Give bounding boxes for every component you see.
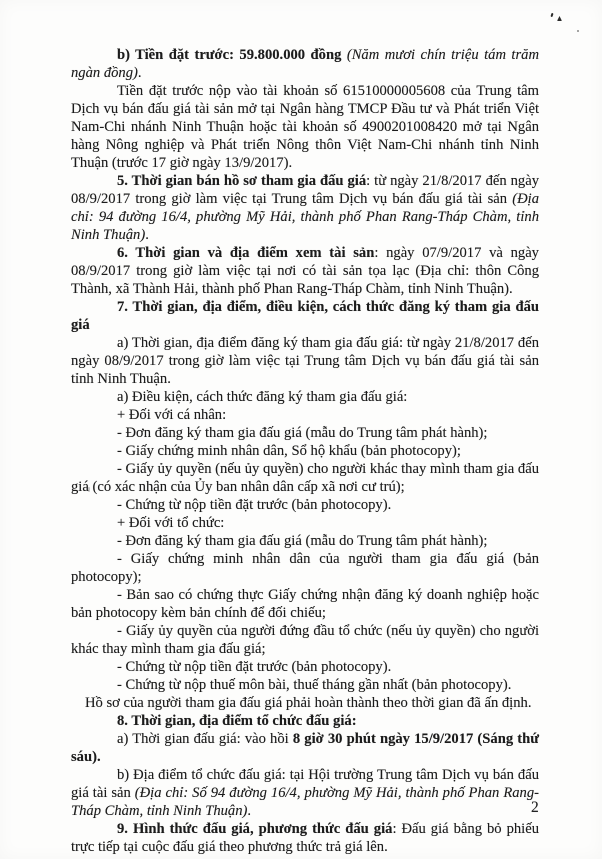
- list-item-org-5: [71, 658, 539, 676]
- text-run: - Giấy ủy quyền (nếu ủy quyền) cho người khác thay mình tham gia đấu giá (có xác nhận của Ủy ban nhân dân cấp xã nơi cư trú);: [71, 461, 539, 495]
- text-run: - Giấy chứng minh nhân dân, Sổ hộ khẩu (bản photocopy);: [117, 443, 461, 459]
- para-dossier-deadline: [71, 694, 539, 712]
- text-run: - Chứng từ nộp tiền đặt trước (bản photocopy).: [117, 497, 392, 513]
- list-item-individual-3: [71, 460, 539, 496]
- para-deposit-account: [71, 82, 539, 172]
- list-item-org-4: [71, 622, 539, 658]
- text-run: : từ ngày 21/8/2017 đến ngày 08/9/2017 trong giờ làm việc tại Trung tâm Dịch vụ bán đấu giá tài sản: [71, 173, 539, 207]
- text-run: a) Điều kiện, cách thức đăng ký tham gia đấu giá:: [117, 389, 408, 405]
- para-7a-registration-time: [71, 334, 539, 388]
- text-run: - Giấy chứng minh nhân dân của người tham gia đấu giá (bản photocopy);: [71, 551, 539, 585]
- para-8b-auction-place: [71, 766, 539, 820]
- text-run: .: [137, 65, 142, 81]
- page-number: 2: [531, 799, 539, 816]
- list-item-org-3: [71, 586, 539, 622]
- text-run: - Đơn đăng ký tham gia đấu giá (mẫu do Trung tâm phát hành);: [117, 533, 488, 549]
- para-individuals-heading: [71, 406, 539, 424]
- text-run: 8. Thời gian, địa điểm tổ chức đấu giá:: [117, 713, 357, 729]
- list-item-org-6: [71, 676, 539, 694]
- section-7-heading: [71, 298, 539, 334]
- text-run: - Bản sao có chứng thực Giấy chứng nhận đăng ký doanh nghiệp hoặc bản photocopy kèm bản chính để đối chiếu;: [71, 587, 539, 621]
- section-5-dossier-sale: [71, 172, 539, 244]
- text-run: a) Thời gian, địa điểm đăng ký tham gia đấu giá: từ ngày 21/8/2017 đến ngày 08/9/2017 trong giờ làm việc tại Trung tâm Dịch vụ bán đấu giá tài sản tỉnh Ninh Thuận.: [71, 335, 539, 387]
- para-7b-conditions: [71, 388, 539, 406]
- section-6-asset-viewing: [71, 244, 539, 298]
- list-item-org-1: [71, 532, 539, 550]
- text-run: .: [145, 227, 149, 243]
- text-run: - Giấy ủy quyền của người đứng đầu tổ chức (nếu ủy quyền) cho người khác thay mình tham gia đấu giá;: [71, 623, 539, 657]
- section-8-heading: [71, 712, 539, 730]
- list-item-org-2: [71, 550, 539, 586]
- para-deposit-amount: [71, 46, 539, 82]
- text-run: .: [247, 803, 252, 819]
- text-run: - Chứng từ nộp tiền đặt trước (bản photocopy).: [117, 659, 392, 675]
- text-run: Hồ sơ của người tham gia đấu giá phải hoàn thành theo thời gian đã ấn định.: [85, 695, 532, 711]
- list-item-individual-1: [71, 424, 539, 442]
- list-item-individual-4: [71, 496, 539, 514]
- scan-speck: [577, 30, 579, 32]
- para-8a-auction-time: [71, 730, 539, 766]
- text-run: 7. Thời gian, địa điểm, điều kiện, cách thức đăng ký tham gia đấu giá: [71, 299, 539, 333]
- scan-speck: [550, 13, 553, 17]
- text-run: a) Thời gian đấu giá: vào hồi: [117, 731, 293, 747]
- text-run: (Năm mươi chín triệu tám trăm ngàn đồng): [71, 47, 539, 81]
- scan-speck: [557, 16, 562, 21]
- text-run: - Đơn đăng ký tham gia đấu giá (mẫu do Trung tâm phát hành);: [117, 425, 488, 441]
- para-organizations-heading: [71, 514, 539, 532]
- text-run: (Địa chỉ: 94 đường 16/4, phường Mỹ Hải, thành phố Phan Rang-Tháp Chàm, tỉnh Ninh Thuận): [71, 191, 539, 243]
- list-item-individual-2: [71, 442, 539, 460]
- text-run: b) Tiền đặt trước: 59.800.000 đồng: [117, 47, 347, 63]
- text-run: : Đấu giá bằng bỏ phiếu trực tiếp tại cuộc đấu giá theo phương thức trả giá lên.: [71, 821, 540, 855]
- document-content: [71, 46, 539, 856]
- text-run: 8 giờ 30 phút ngày 15/9/2017 (Sáng thứ sáu).: [71, 731, 539, 765]
- text-run: 6. Thời gian và địa điểm xem tài sản: [117, 245, 375, 261]
- text-run: - Chứng từ nộp thuế môn bài, thuế tháng gần nhất (bản photocopy).: [117, 677, 512, 693]
- text-run: 5. Thời gian bán hồ sơ tham gia đấu giá: [117, 173, 367, 189]
- text-run: 9. Hình thức đấu giá, phương thức đấu giá: [117, 821, 393, 837]
- section-9-auction-method: [71, 820, 539, 856]
- text-run: + Đối với tổ chức:: [117, 515, 225, 531]
- text-run: Tiền đặt trước nộp vào tài khoản số 61510000005608 của Trung tâm Dịch vụ bán đấu giá tài sản mở tại Ngân hàng TMCP Đầu tư và Phát triển Việt Nam-Chi nhánh Ninh Thuận hoặc tài khoản số 4900201008420 mở tại Ngân hàng Nông nghiệp và Phát triển Nông thôn Việt Nam-Chi nhánh tỉnh Ninh Thuận (trước 17 giờ ngày 13/9/2017).: [71, 83, 539, 171]
- text-run: + Đối với cá nhân:: [117, 407, 227, 423]
- text-run: (Địa chỉ: Số 94 đường 16/4, phường Mỹ Hải, thành phố Phan Rang-Tháp Chàm, tỉnh Ninh Thuận): [71, 785, 539, 819]
- text-run: b) Địa điểm tổ chức đấu giá: tại Hội trường Trung tâm Dịch vụ bán đấu giá tài sản: [71, 767, 539, 801]
- text-run: : ngày 07/9/2017 và ngày 08/9/2017 trong giờ làm việc tại nơi có tài sản tọa lạc (Địa chỉ: thôn Công Thành, xã Thành Hải, thành phố Phan Rang-Tháp Chàm, tỉnh Ninh Thuận).: [71, 245, 539, 297]
